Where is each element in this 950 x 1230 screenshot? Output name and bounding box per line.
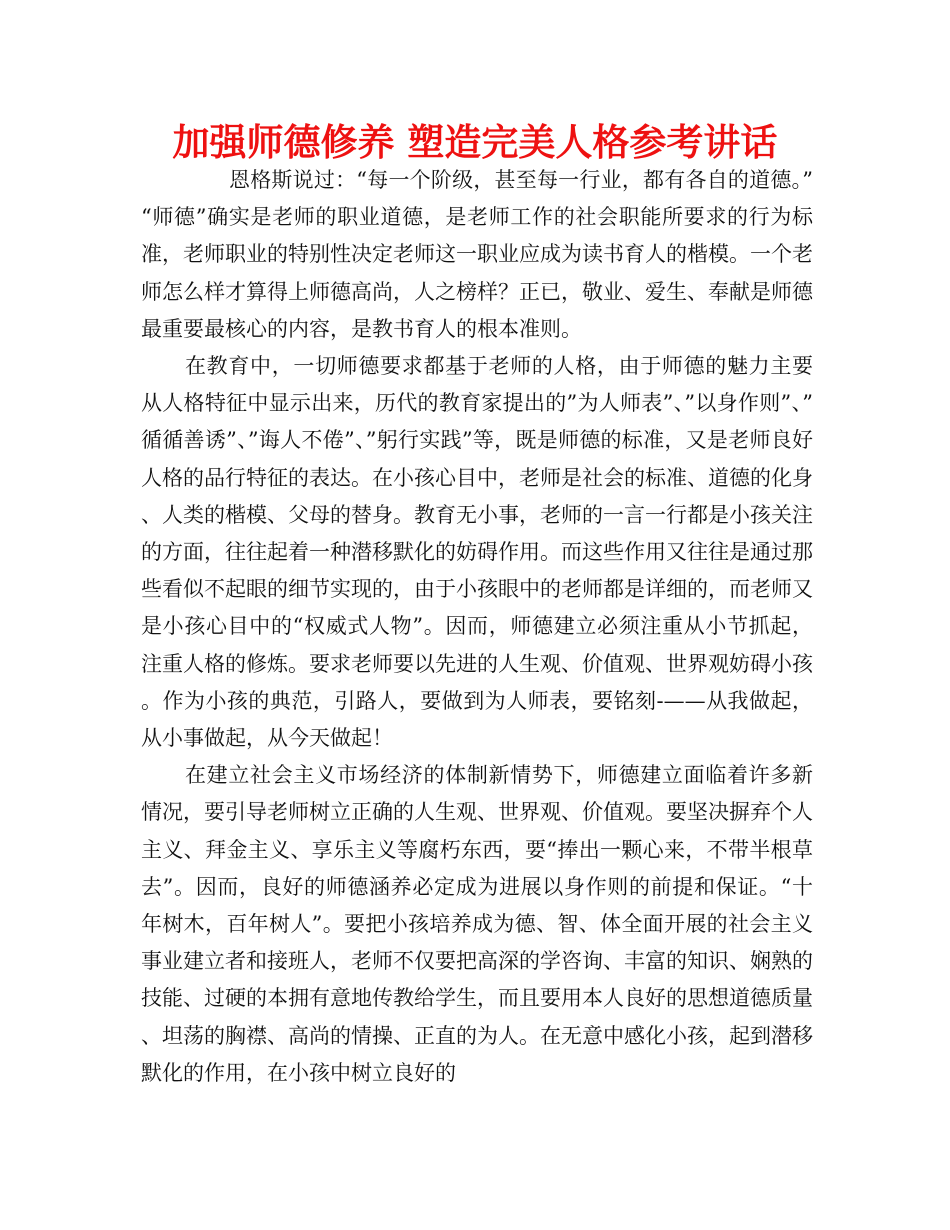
document-title: 加强师德修养 塑造完美人格参考讲话 bbox=[172, 121, 778, 164]
paragraph-1: 恩格斯说过：“每一个阶级，甚至每一行业，都有各自的道德。”“师德”确实是老师的职业道德，是老师工作的社会职能所要求的行为标准，老师职业的特别性决定老师这一职业应成为读书育人的楷模。一个老师怎么样才算得上师德高尚，人之榜样？正已，敬业、爱生、奉献是师德最重要最核心的内容，是教书育人的根本准则。 bbox=[141, 168, 813, 341]
paragraph-2: 在教育中，一切师德要求都基于老师的人格，由于师德的魅力主要从人格特征中显示出来，历代的教育家提出的”为人师表”、”以身作则”、”循循善诱”、”诲人不倦”、”躬行实践”等，既是师德的标准，又是老师良好人格的品行特征的表达。在小孩心目中，老师是社会的标准、道德的化身、人类的楷模、父母的替身。教育无小事，老师的一言一行都是小孩关注的方面，往往起着一种潜移默化的妨碍作用。而这些作用又往往是通过那些看似不起眼的细节实现的，由于小孩眼中的老师都是详细的，而老师又是小孩心目中的“权威式人物”。因而，师德建立必须注重从小节抓起，注重人格的修炼。要求老师要以先进的人生观、价值观、世界观妨碍小孩。作为小孩的典范，引路人，要做到为人师表，要铭刻-——从我做起，从小事做起，从今天做起！ bbox=[141, 354, 813, 751]
paragraph-3: 在建立社会主义市场经济的体制新情势下，师德建立面临着许多新情况，要引导老师树立正确的人生观、世界观、价值观。要坚决摒弃个人主义、拜金主义、享乐主义等腐朽东西，要“捧出一颗心来，不带半根草去”。因而，良好的师德涵养必定成为进展以身作则的前提和保证。“十年树木，百年树人”。要把小孩培养成为德、智、体全面开展的社会主义事业建立者和接班人，老师不仅要把高深的学咨询、丰富的知识、娴熟的技能、过硬的本拥有意地传教给学生，而且要用本人良好的思想道德质量、坦荡的胸襟、高尚的情操、正直的为人。在无意中感化小孩，起到潜移默化的作用，在小孩中树立良好的 bbox=[141, 763, 813, 1085]
document-body bbox=[141, 162, 813, 1092]
